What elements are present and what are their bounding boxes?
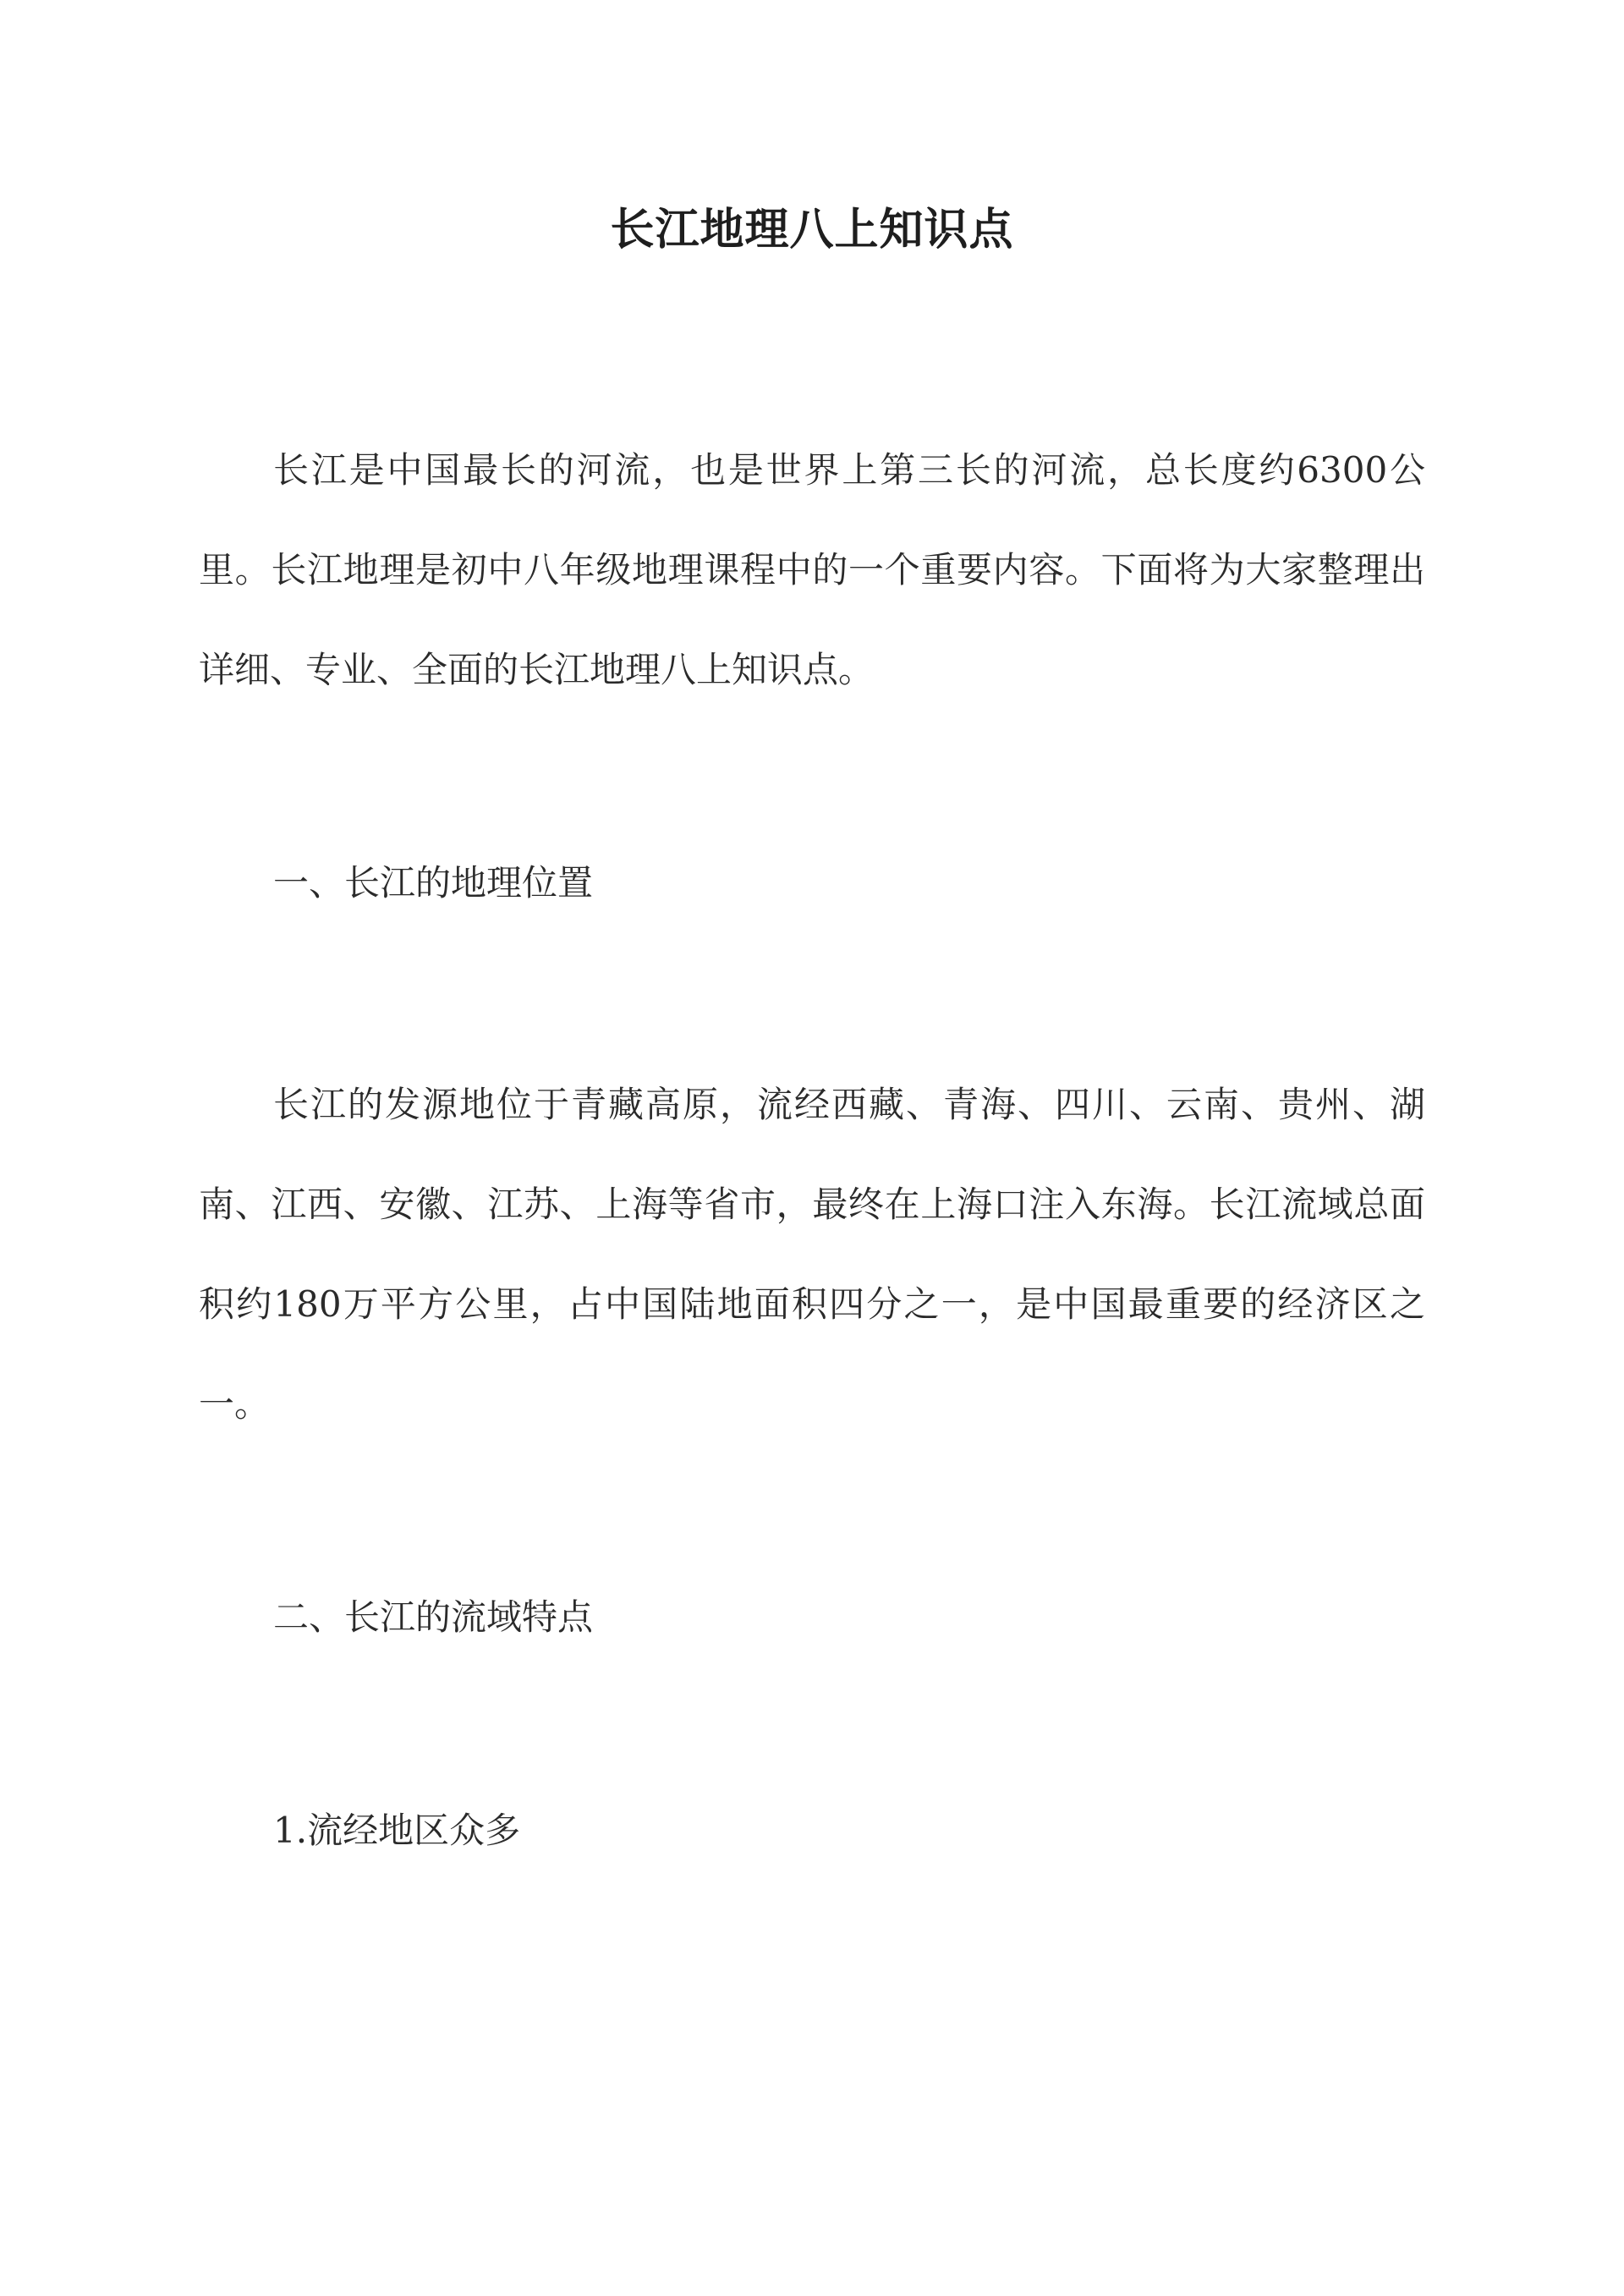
section-2-heading: 二、长江的流域特点: [273, 1596, 594, 1638]
section-1-heading: 一、长江的地理位置: [273, 862, 594, 904]
section-2-subheading-1: 1.流经地区众多: [273, 1810, 521, 1851]
intro-paragraph: 长江是中国最长的河流，也是世界上第三长的河流，总长度约6300公里。长江地理是初中八年级地理课程中的一个重要内容。下面将为大家整理出详细、专业、全面的长江地理八上知识点。: [199, 449, 1425, 690]
section-1-paragraph: 长江的发源地位于青藏高原，流经西藏、青海、四川、云南、贵州、湖南、江西、安徽、江苏、上海等省市，最终在上海口注入东海。长江流域总面积约180万平方公里，占中国陆地面积四分之一，是中国最重要的经济区之一。: [199, 1084, 1425, 1425]
document-title: 长江地理八上知识点: [610, 204, 1014, 255]
